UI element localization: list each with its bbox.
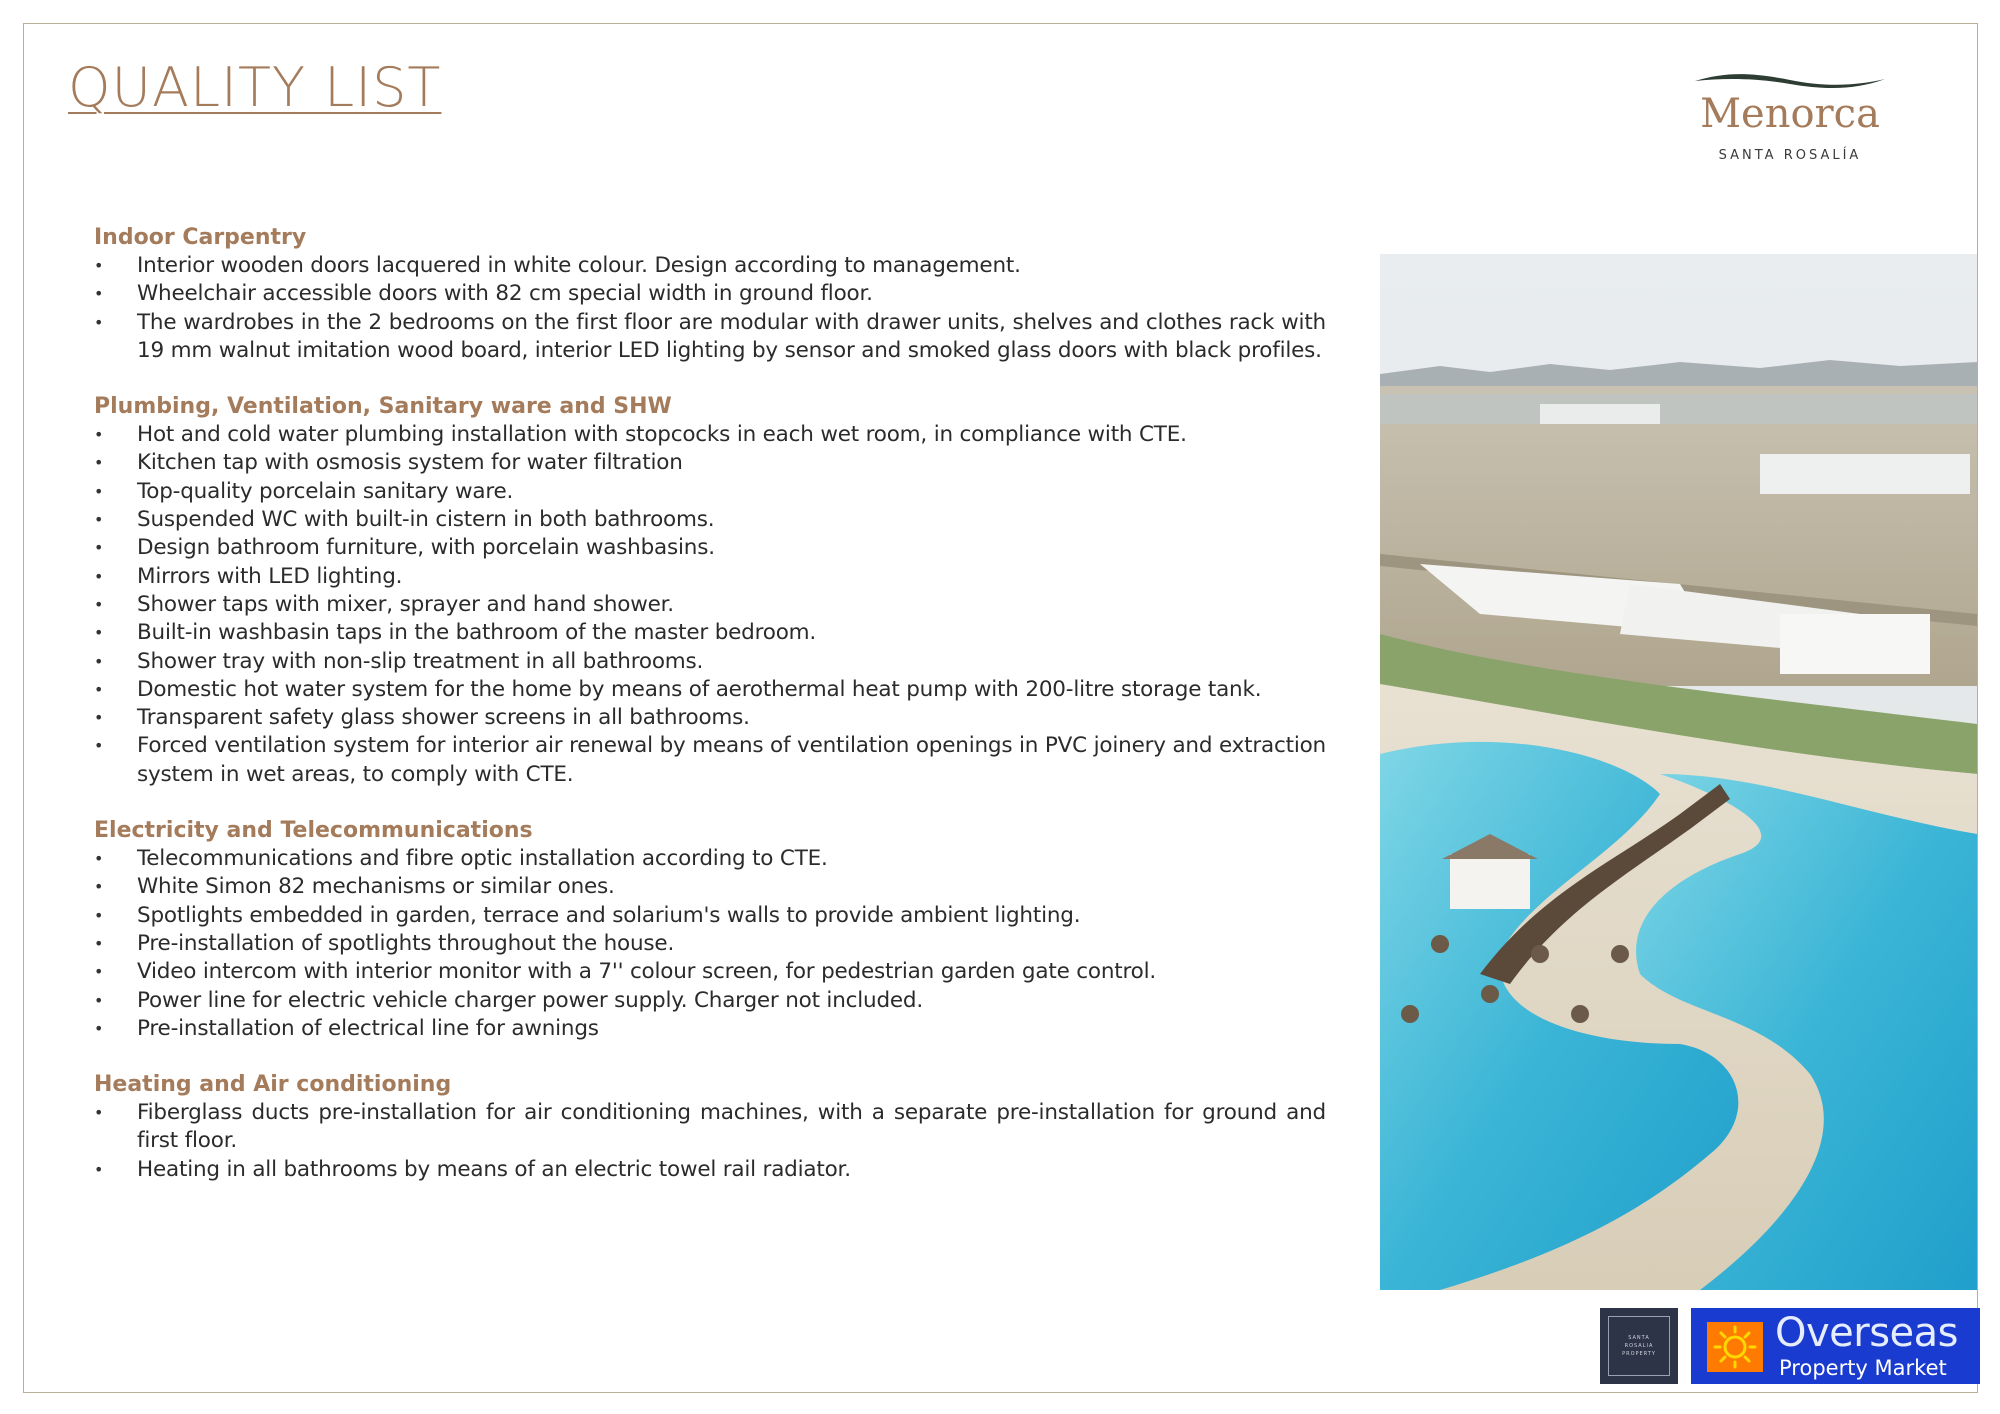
list-item: • Shower taps with mixer, sprayer and hand shower. bbox=[94, 591, 1326, 619]
brand-name: Menorca bbox=[1700, 91, 1880, 137]
list-item: • Top-quality porcelain sanitary ware. bbox=[94, 478, 1326, 506]
list-item: • Suspended WC with built-in cistern in both bathrooms. bbox=[94, 506, 1326, 534]
list-item: • Design bathroom furniture, with porcelain washbasins. bbox=[94, 534, 1326, 562]
brand-logo bbox=[1660, 72, 1920, 192]
section-plumbing bbox=[94, 393, 1326, 789]
list-item: • Video intercom with interior monitor with a 7'' colour screen, for pedestrian garden gate control. bbox=[94, 958, 1326, 986]
section-title: Electricity and Telecommunications bbox=[94, 818, 533, 844]
list-item: • Built-in washbasin taps in the bathroom of the master bedroom. bbox=[94, 619, 1326, 647]
list-item: • Pre-installation of electrical line for awnings bbox=[94, 1015, 1326, 1043]
overseas-title: Overseas bbox=[1775, 1310, 1959, 1356]
overseas-property-market-logo bbox=[1691, 1308, 1980, 1384]
list-item: • Telecommunications and fibre optic installation according to CTE. bbox=[94, 845, 1326, 873]
list-item: • Shower tray with non-slip treatment in all bathrooms. bbox=[94, 648, 1326, 676]
list-item: • Pre-installation of spotlights throughout the house. bbox=[94, 930, 1326, 958]
quality-list bbox=[94, 224, 1326, 1212]
list-item: • White Simon 82 mechanisms or similar ones. bbox=[94, 873, 1326, 901]
list-item: • Forced ventilation system for interior air renewal by means of ventilation openings in PVC joinery and extraction system in wet areas, to comply with CTE. bbox=[94, 732, 1326, 789]
page-title: QUALITY LIST bbox=[68, 56, 442, 119]
wave-logo-icon bbox=[1695, 72, 1885, 90]
section-title: Plumbing, Ventilation, Sanitary ware and SHW bbox=[94, 394, 672, 420]
section-heating bbox=[94, 1071, 1326, 1184]
small-logo-line: PROPERTY bbox=[1622, 1351, 1656, 1357]
list-item: • Heating in all bathrooms by means of an electric towel rail radiator. bbox=[94, 1156, 1326, 1184]
overseas-subtitle: Property Market bbox=[1779, 1356, 1947, 1380]
section-indoor-carpentry bbox=[94, 224, 1326, 365]
list-item: • Interior wooden doors lacquered in white colour. Design according to management. bbox=[94, 252, 1326, 280]
small-logo-line: ROSALIA bbox=[1624, 1343, 1654, 1349]
section-electricity bbox=[94, 817, 1326, 1043]
list-item: • Power line for electric vehicle charger power supply. Charger not included. bbox=[94, 987, 1326, 1015]
list-item: • Transparent safety glass shower screens in all bathrooms. bbox=[94, 704, 1326, 732]
list-item: • Hot and cold water plumbing installation with stopcocks in each wet room, in compliance with CTE. bbox=[94, 421, 1326, 449]
list-item: • The wardrobes in the 2 bedrooms on the first floor are modular with drawer units, shelves and clothes rack with 19 mm walnut imitation wood board, interior LED lighting by sensor and smoked glass doors with black profiles. bbox=[94, 309, 1326, 366]
small-logo-line: SANTA bbox=[1628, 1335, 1650, 1341]
list-item: • Domestic hot water system for the home by means of aerothermal heat pump with 200-litre storage tank. bbox=[94, 676, 1326, 704]
list-item: • Mirrors with LED lighting. bbox=[94, 563, 1326, 591]
list-item: • Spotlights embedded in garden, terrace and solarium's walls to provide ambient lighting. bbox=[94, 902, 1326, 930]
list-item: • Kitchen tap with osmosis system for water filtration bbox=[94, 449, 1326, 477]
santa-rosalia-property-logo bbox=[1600, 1308, 1678, 1384]
section-title: Indoor Carpentry bbox=[94, 225, 307, 250]
aerial-resort-photo bbox=[1380, 254, 1977, 1290]
sun-icon bbox=[1707, 1322, 1763, 1372]
brand-subtitle: SANTA ROSALÍA bbox=[1718, 148, 1862, 163]
section-title: Heating and Air conditioning bbox=[94, 1072, 452, 1098]
list-item: • Wheelchair accessible doors with 82 cm special width in ground floor. bbox=[94, 280, 1326, 308]
list-item: • Fiberglass ducts pre-installation for air conditioning machines, with a separate pre-installation for ground and first floor. bbox=[94, 1099, 1326, 1156]
